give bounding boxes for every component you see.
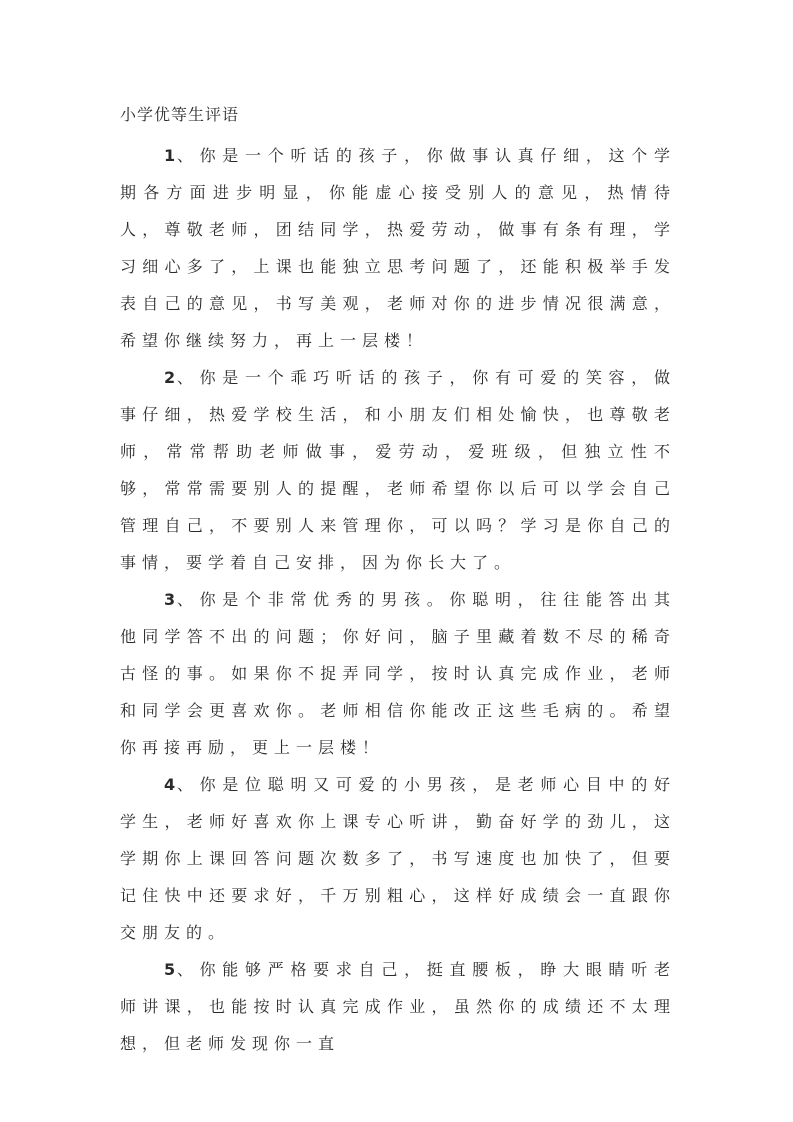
paragraph-text: 、你是个非常优秀的男孩。你聪明，往往能答出其他同学答不出的问题；你好问，脑子里藏着数不尽的稀奇古怪的事。如果你不捉弄同学，按时认真完成作业，老师和同学会更喜欢你。老师相信你能改正这些毛病的。希望你再接再励，更上一层楼！ <box>120 590 676 757</box>
document-body <box>120 137 676 1062</box>
paragraph-number: 3 <box>164 590 177 609</box>
comment-paragraph-1 <box>120 137 676 359</box>
paragraph-number: 4 <box>164 775 177 794</box>
comment-paragraph-4 <box>120 766 676 951</box>
comment-paragraph-3 <box>120 581 676 766</box>
document-title: 小学优等生评语 <box>120 105 240 124</box>
paragraph-text: 、你是一个听话的孩子，你做事认真仔细，这个学期各方面进步明显，你能虚心接受别人的意见，热情待人，尊敬老师，团结同学，热爱劳动，做事有条有理，学习细心多了，上课也能独立思考问题了，还能积极举手发表自己的意见，书写美观，老师对你的进步情况很满意，希望你继续努力，再上一层楼！ <box>120 146 676 350</box>
paragraph-number: 5 <box>164 960 177 979</box>
paragraph-text: 、你是位聪明又可爱的小男孩，是老师心目中的好学生，老师好喜欢你上课专心听讲，勤奋好学的劲儿，这学期你上课回答问题次数多了，书写速度也加快了，但要记住快中还要求好，千万别粗心，这样好成绩会一直跟你交朋友的。 <box>120 775 676 942</box>
comment-paragraph-2 <box>120 359 676 581</box>
paragraph-number: 1 <box>164 146 177 165</box>
paragraph-text: 、你能够严格要求自己，挺直腰板，睁大眼睛听老师讲课，也能按时认真完成作业，虽然你的成绩还不太理想，但老师发现你一直 <box>120 960 676 1053</box>
paragraph-number: 2 <box>164 368 177 387</box>
paragraph-text: 、你是一个乖巧听话的孩子，你有可爱的笑容，做事仔细，热爱学校生活，和小朋友们相处愉快，也尊敬老师，常常帮助老师做事，爱劳动，爱班级，但独立性不够，常常需要别人的提醒，老师希望你以后可以学会自己管理自己，不要别人来管理你，可以吗？学习是你自己的事情，要学着自己安排，因为你长大了。 <box>120 368 676 572</box>
comment-paragraph-5 <box>120 951 676 1062</box>
